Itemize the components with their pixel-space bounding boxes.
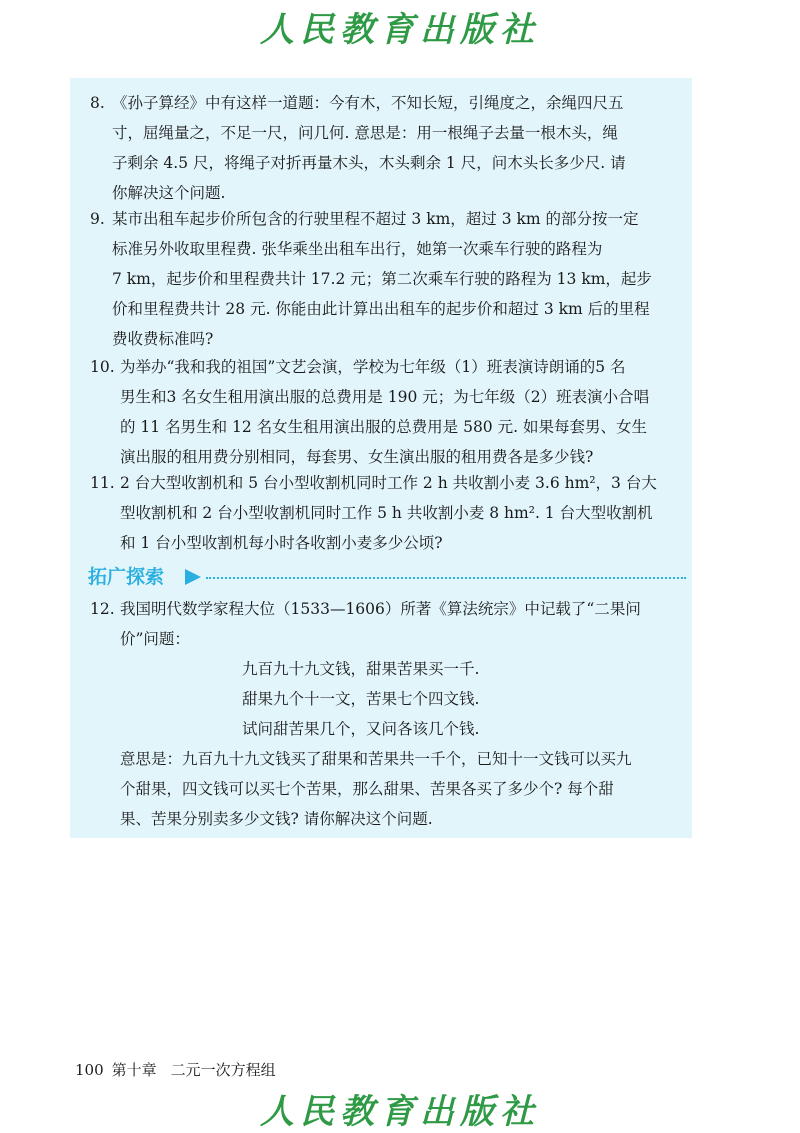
page-number: 100	[75, 1061, 104, 1079]
poem-line: 甜果九个十一文，苦果七个四文钱.	[242, 690, 480, 708]
problem-text-line: 和 1 台小型收割机每小时各收割小麦多少公顷?	[120, 534, 443, 552]
section-divider	[206, 577, 686, 579]
problem-text-line: 标准另外收取里程费. 张华乘坐出租车出行，她第一次乘车行驶的路程为	[112, 240, 603, 258]
section-title: 拓广探索	[88, 566, 165, 588]
problem-10	[90, 352, 680, 472]
page-footer	[75, 1060, 276, 1080]
problem-8	[90, 88, 680, 208]
problem-text-line: 《孙子算经》中有这样一道题：今有木，不知长短，引绳度之，余绳四尺五	[112, 94, 624, 112]
publisher-logo-bottom: 人民教育出版社	[260, 1092, 540, 1132]
problem-text-line: 子剩余 4.5 尺，将绳子对折再量木头，木头剩余 1 尺，问木头长多少尺. 请	[112, 154, 626, 172]
problem-number: 8.	[90, 94, 105, 112]
section-arrow-icon	[185, 569, 201, 585]
chapter-title: 二元一次方程组	[170, 1061, 276, 1079]
chapter-label: 第十章	[111, 1061, 157, 1079]
explanation-line: 个甜果，四文钱可以买七个苦果，那么甜果、苦果各买了多少个? 每个甜	[120, 780, 614, 798]
problem-text-line: 男生和3 名女生租用演出服的总费用是 190 元；为七年级（2）班表演小合唱	[120, 388, 650, 406]
exercise-panel	[70, 78, 692, 838]
problem-text-line: 演出服的租用费分别相同，每套男、女生演出服的租用费各是多少钱?	[120, 448, 594, 466]
problem-text-line: 型收割机和 2 台小型收割机同时工作 5 h 共收割小麦 8 hm². 1 台大型收割机	[120, 504, 653, 522]
problem-text-line: 费收费标准吗?	[112, 330, 214, 348]
problem-text-line: 价”问题：	[120, 630, 190, 648]
problem-number: 11.	[90, 474, 115, 492]
problem-text-line: 为举办“我和我的祖国”文艺会演，学校为七年级（1）班表演诗朗诵的5 名	[120, 358, 626, 376]
section-heading	[88, 562, 688, 592]
problem-number: 12.	[90, 600, 115, 618]
problem-text-line: 2 台大型收割机和 5 台小型收割机同时工作 2 h 共收割小麦 3.6 hm²，3 台大	[120, 474, 657, 492]
problem-11	[90, 468, 680, 558]
poem-line: 九百九十九文钱，甜果苦果买一千.	[242, 660, 480, 678]
problem-text-line: 7 km，起步价和里程费共计 17.2 元；第二次乘车行驶的路程为 13 km，起步	[112, 270, 652, 288]
explanation-line: 果、苦果分别卖多少文钱? 请你解决这个问题.	[120, 810, 433, 828]
problem-text-line: 我国明代数学家程大位（1533—1606）所著《算法统宗》中记载了“二果问	[120, 600, 641, 618]
problem-text-line: 寸，屈绳量之，不足一尺，问几何. 意思是：用一根绳子去量一根木头，绳	[112, 124, 618, 142]
explanation-line: 意思是：九百九十九文钱买了甜果和苦果共一千个，已知十一文钱可以买九	[120, 750, 632, 768]
problem-number: 10.	[90, 358, 115, 376]
problem-number: 9.	[90, 210, 105, 228]
problem-text-line: 你解决这个问题.	[112, 184, 226, 202]
problem-text-line: 价和里程费共计 28 元. 你能由此计算出出租车的起步价和超过 3 km 后的里程	[112, 300, 650, 318]
problem-text-line: 某市出租车起步价所包含的行驶里程不超过 3 km，超过 3 km 的部分按一定	[112, 210, 639, 228]
problem-12	[90, 594, 680, 834]
publisher-logo-top: 人民教育出版社	[260, 10, 540, 50]
problem-9	[90, 204, 680, 354]
problem-text-line: 的 11 名男生和 12 名女生租用演出服的总费用是 580 元. 如果每套男、女生	[120, 418, 647, 436]
poem-line: 试问甜苦果几个，又问各该几个钱.	[242, 720, 480, 738]
